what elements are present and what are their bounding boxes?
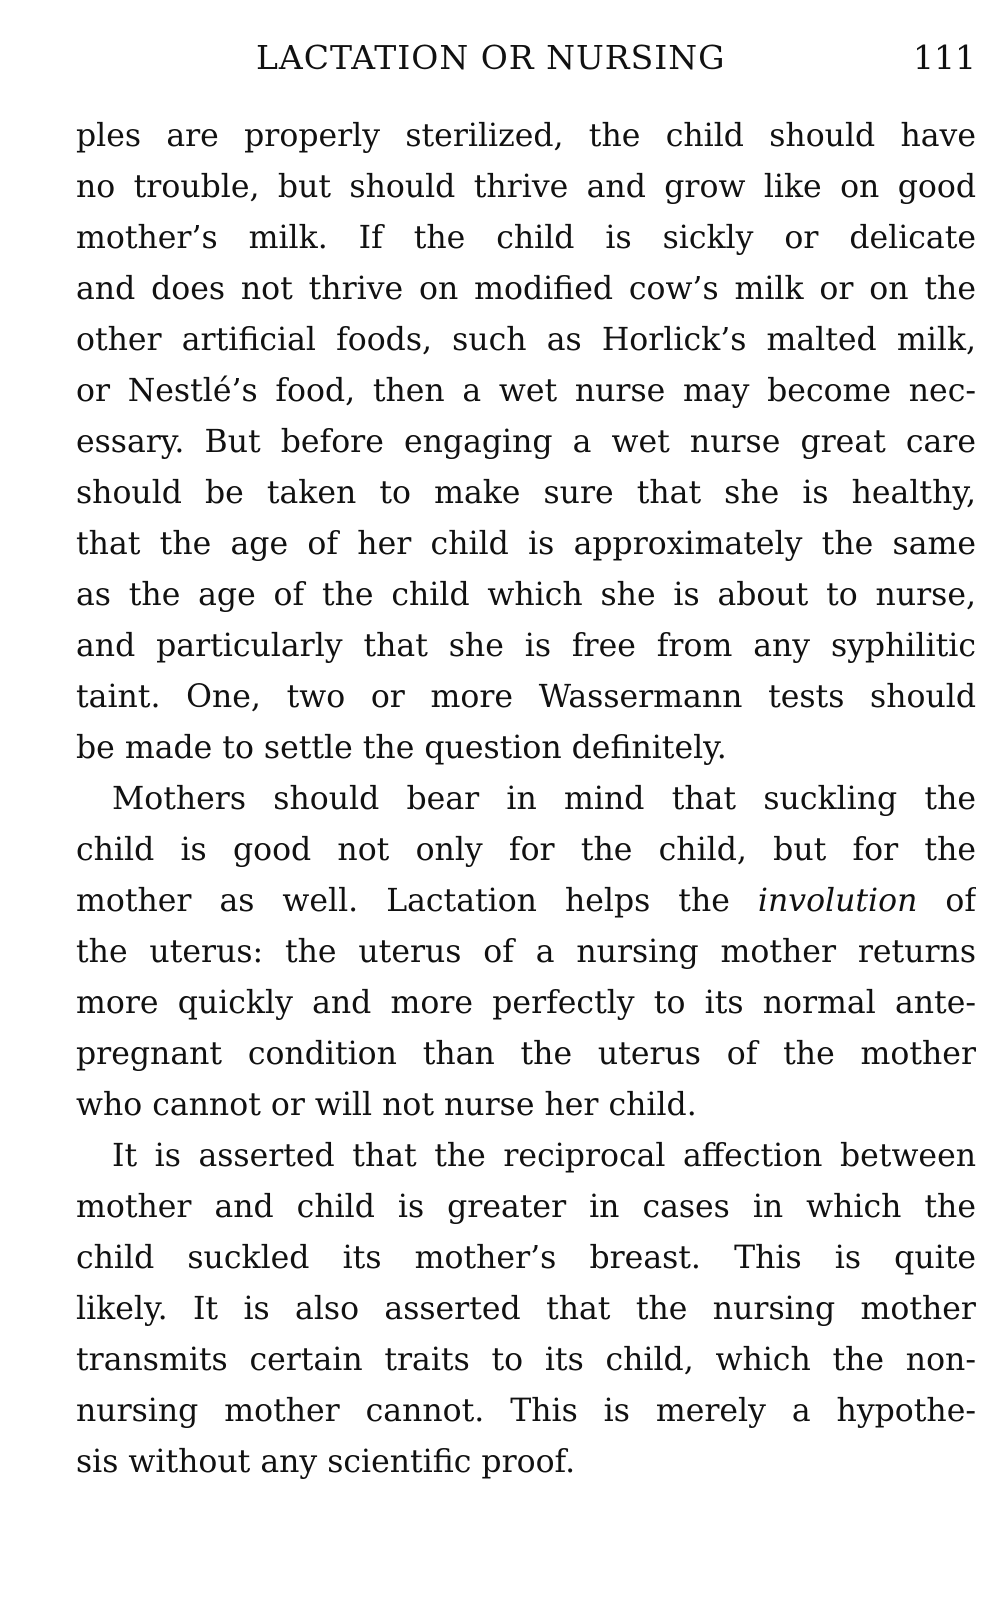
text-line-with-italic (76, 881, 976, 921)
text-line: mother and child is greater in cases in which the (76, 1189, 976, 1225)
text-line: Mothers should bear in mind that suckling the (112, 781, 976, 817)
text-line: that the age of her child is approximately the same (76, 526, 976, 562)
text-line: mother’s milk. If the child is sickly or delicate (76, 220, 976, 256)
text-segment: of (945, 883, 976, 919)
text-line: and does not thrive on modified cow’s milk or on the (76, 271, 976, 307)
text-line: should be taken to make sure that she is healthy, (76, 475, 976, 511)
text-line: sis without any scientific proof. (76, 1444, 576, 1480)
text-line: nursing mother cannot. This is merely a hypothe- (76, 1393, 976, 1429)
italic-term: involution (757, 883, 918, 919)
text-line: who cannot or will not nurse her child. (76, 1087, 697, 1123)
text-line: other artificial foods, such as Horlick’s malted milk, (76, 322, 976, 358)
text-line: the uterus: the uterus of a nursing mother returns (76, 934, 976, 970)
text-line: It is asserted that the reciprocal affection between (112, 1138, 976, 1174)
text-line: as the age of the child which she is about to nurse, (76, 577, 976, 613)
text-line: no trouble, but should thrive and grow like on good (76, 169, 976, 205)
text-line: more quickly and more perfectly to its normal ante- (76, 985, 976, 1021)
text-line: pregnant condition than the uterus of the mother (76, 1036, 976, 1072)
running-head (76, 34, 976, 80)
running-title: LACTATION OR NURSING (256, 38, 726, 77)
page-number: 111 (913, 38, 976, 77)
text-line: likely. It is also asserted that the nursing mother (76, 1291, 976, 1327)
text-line: taint. One, two or more Wassermann tests should (76, 679, 976, 715)
text-line: transmits certain traits to its child, which the non- (76, 1342, 976, 1378)
text-line: essary. But before engaging a wet nurse great care (76, 424, 976, 460)
text-segment: mother as well. Lactation helps the (76, 883, 730, 919)
text-line: or Nestlé’s food, then a wet nurse may become nec- (76, 373, 976, 409)
text-line: child suckled its mother’s breast. This is quite (76, 1240, 976, 1276)
text-line: and particularly that she is free from any syphilitic (76, 628, 976, 664)
text-line: ples are properly sterilized, the child should have (76, 118, 976, 154)
text-line: be made to settle the question definitely. (76, 730, 727, 766)
text-line: child is good not only for the child, but for the (76, 832, 976, 868)
